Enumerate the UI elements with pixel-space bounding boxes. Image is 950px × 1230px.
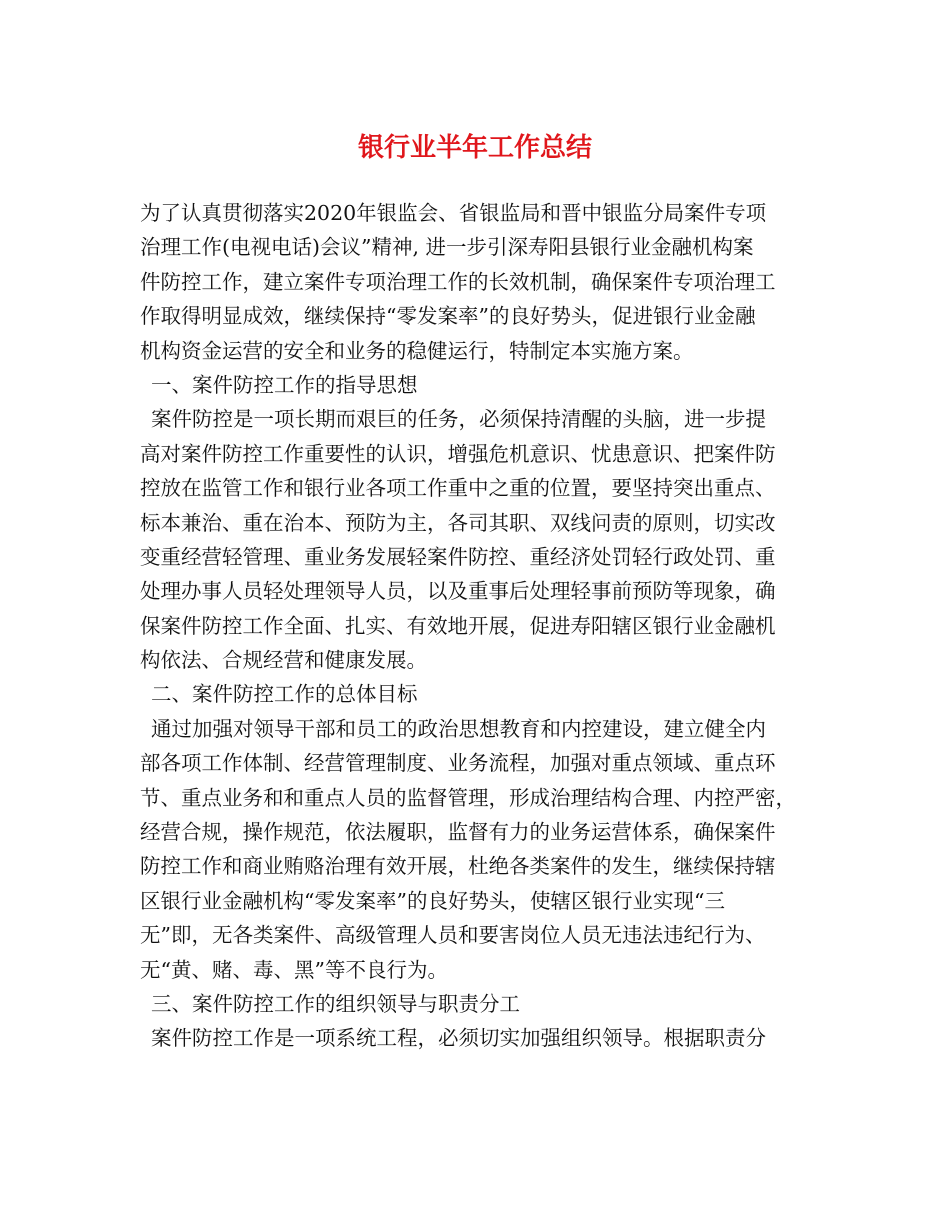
paragraph-line: 机构资金运营的安全和业务的稳健运行，特制定本实施方案。 — [140, 338, 694, 363]
paragraph-line: 无“黄、赌、毒、黑”等不良行为。 — [140, 957, 448, 982]
paragraph-line: 作取得明显成效，继续保持“零发案率”的良好势头，促进银行业金融 — [140, 304, 756, 329]
paragraph-line: 案件防控工作是一项系统工程，必须切实加强组织领导。根据职责分 — [151, 1026, 766, 1051]
paragraph-line: 高对案件防控工作重要性的认识，增强危机意识、忧患意识、把案件防 — [140, 441, 776, 466]
document-body — [140, 196, 830, 1056]
paragraph-line: 治理工作(电视电话)会议”精神, 进一步引深寿阳县银行业金融机构案 — [140, 235, 754, 260]
paragraph-line: 区银行业金融机构“零发案率”的良好势头，使辖区银行业实现“三 — [140, 888, 725, 913]
paragraph-line: 为了认真贯彻落实2020年银监会、省银监局和晋中银监分局案件专项 — [140, 201, 767, 225]
section-heading: 二、案件防控工作的总体目标 — [151, 682, 418, 707]
document-title: 银行业半年工作总结 — [357, 133, 592, 163]
paragraph-line: 案件防控是一项长期而艰巨的任务，必须保持清醒的头脑，进一步提 — [151, 407, 766, 432]
paragraph-line: 节、重点业务和和重点人员的监督管理，形成治理结构合理、内控严密， — [140, 785, 796, 810]
paragraph-line: 构依法、合规经营和健康发展。 — [140, 648, 427, 673]
paragraph-line: 件防控工作，建立案件专项治理工作的长效机制，确保案件专项治理工 — [140, 269, 776, 294]
paragraph-line: 部各项工作体制、经营管理制度、业务流程，加强对重点领域、重点环 — [140, 751, 776, 776]
paragraph-line: 无”即，无各类案件、高级管理人员和要害岗位人员无违法违纪行为、 — [140, 923, 766, 948]
paragraph-line: 经营合规，操作规范，依法履职，监督有力的业务运营体系，确保案件 — [140, 820, 776, 845]
paragraph-line: 控放在监管工作和银行业各项工作重中之重的位置，要坚持突出重点、 — [140, 476, 776, 501]
paragraph-line: 保案件防控工作全面、扎实、有效地开展，促进寿阳辖区银行业金融机 — [140, 613, 776, 638]
paragraph-line: 处理办事人员轻处理领导人员，以及重事后处理轻事前预防等现象，确 — [140, 579, 776, 604]
paragraph-line: 变重经营轻管理、重业务发展轻案件防控、重经济处罚轻行政处罚、重 — [140, 544, 776, 569]
section-heading: 三、案件防控工作的组织领导与职责分工 — [151, 991, 520, 1016]
paragraph-line: 标本兼治、重在治本、预防为主，各司其职、双线问责的原则，切实改 — [140, 510, 776, 535]
paragraph-line: 通过加强对领导干部和员工的政治思想教育和内控建设，建立健全内 — [151, 716, 766, 741]
section-heading: 一、案件防控工作的指导思想 — [151, 372, 418, 397]
paragraph-line: 防控工作和商业贿赂治理有效开展，杜绝各类案件的发生，继续保持辖 — [140, 854, 776, 879]
